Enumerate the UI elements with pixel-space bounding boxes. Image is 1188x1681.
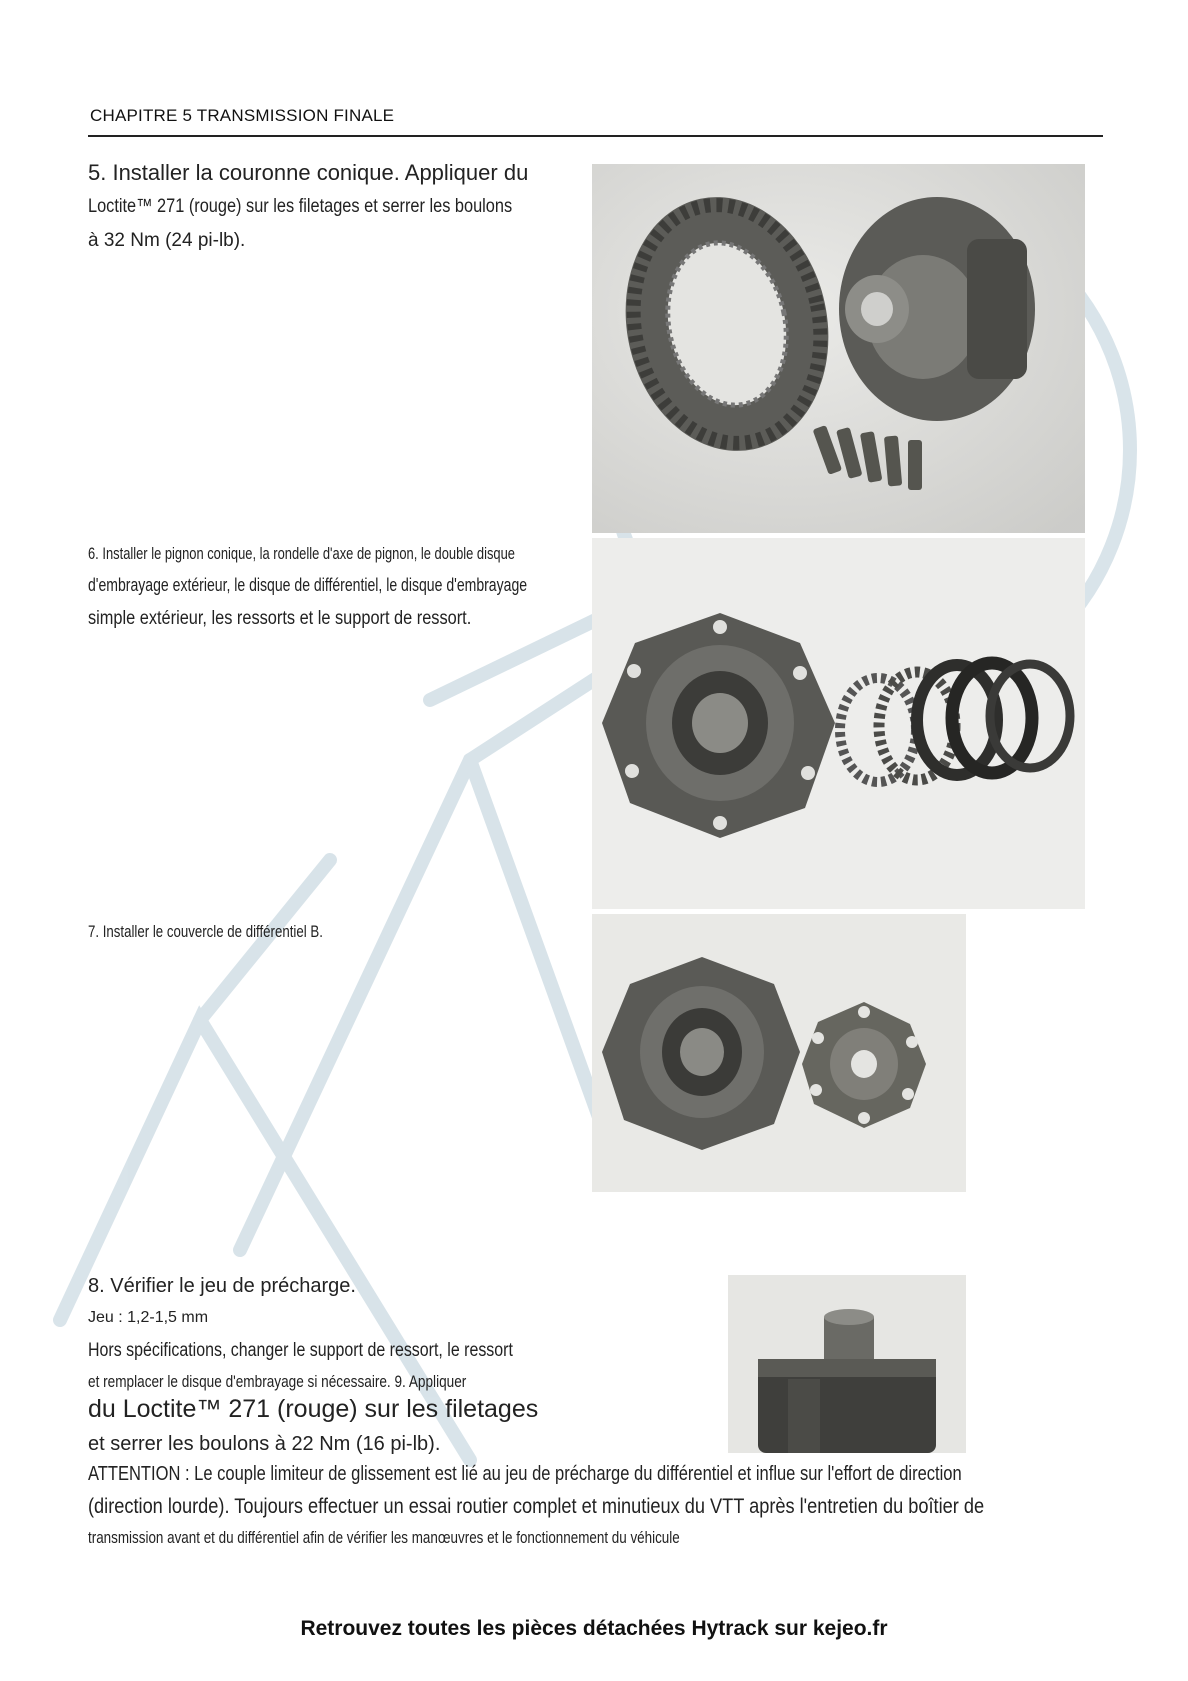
footer-promo: Retrouvez toutes les pièces détachées Hytrack sur kejeo.fr	[300, 1617, 888, 1640]
chapter-header: CHAPITRE 5 TRANSMISSION FINALE	[90, 106, 395, 125]
step9-line1: du Loctite™ 271 (rouge) sur les filetages	[88, 1395, 539, 1423]
warning-line3: transmission avant et du différentiel afin de vérifier les manœuvres et le fonctionnement du véhicule	[88, 1528, 680, 1547]
step8-line4: et remplacer le disque d'embrayage si nécessaire. 9. Appliquer	[88, 1372, 467, 1391]
differential-cover-photo	[592, 914, 966, 1192]
ring-gear-photo	[592, 164, 1085, 533]
header-divider	[88, 135, 1103, 137]
step8-line3: Hors spécifications, changer le support de ressort, le ressort	[88, 1340, 513, 1361]
step6-line3: simple extérieur, les ressorts et le support de ressort.	[88, 608, 472, 629]
step5-line2: Loctite™ 271 (rouge) sur les filetages et serrer les boulons	[88, 196, 513, 217]
step6-line2: d'embrayage extérieur, le disque de différentiel, le disque d'embrayage	[88, 575, 528, 595]
step8-title: 8. Vérifier le jeu de précharge.	[88, 1275, 356, 1297]
warning-line2: (direction lourde). Toujours effectuer un essai routier complet et minutieux du VTT après l'entretien du boîtier de	[88, 1495, 985, 1518]
clutch-discs-photo	[592, 538, 1085, 909]
step6-line1: 6. Installer le pignon conique, la rondelle d'axe de pignon, le double disque	[88, 544, 515, 563]
step5-title: 5. Installer la couronne conique. Appliquer du	[88, 160, 529, 185]
warning-line1: ATTENTION : Le couple limiteur de glissement est lié au jeu de précharge du différentiel et influe sur l'effort de direction	[88, 1463, 962, 1485]
step9-line2: et serrer les boulons à 22 Nm (16 pi-lb).	[88, 1433, 441, 1455]
assembled-differential-photo	[728, 1275, 966, 1453]
step7-line1: 7. Installer le couvercle de différentiel B.	[88, 922, 323, 941]
step5-line3: à 32 Nm (24 pi-lb).	[88, 230, 246, 251]
clearance-spec: Jeu : 1,2-1,5 mm	[88, 1309, 209, 1326]
